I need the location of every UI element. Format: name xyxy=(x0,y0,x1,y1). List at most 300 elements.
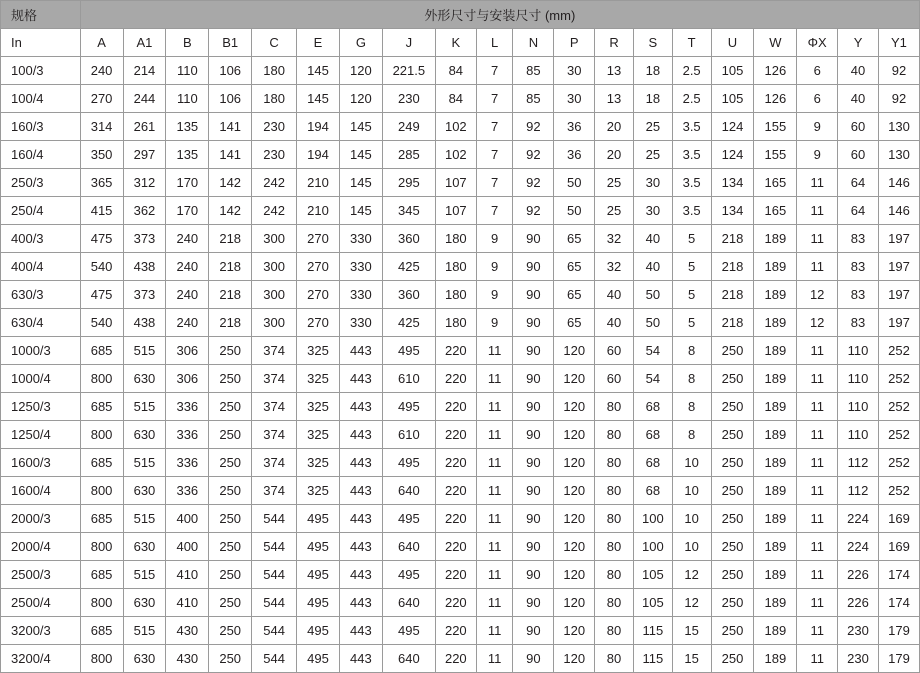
table-cell: 250 xyxy=(711,393,754,421)
table-cell: 240 xyxy=(80,57,123,85)
column-header-b1: B1 xyxy=(209,29,252,57)
table-cell: 180 xyxy=(252,57,297,85)
table-cell: 169 xyxy=(878,505,919,533)
table-cell: 189 xyxy=(754,477,797,505)
table-cell: 330 xyxy=(339,281,382,309)
table-cell: 145 xyxy=(339,141,382,169)
table-cell: 800 xyxy=(80,589,123,617)
table-cell: 230 xyxy=(838,645,879,673)
column-header-w: W xyxy=(754,29,797,57)
table-cell: 270 xyxy=(297,281,340,309)
table-row xyxy=(1,505,920,533)
table-cell: 145 xyxy=(339,169,382,197)
table-cell: 5 xyxy=(672,225,711,253)
table-cell: 83 xyxy=(838,281,879,309)
column-header-l: L xyxy=(476,29,513,57)
table-cell: 270 xyxy=(297,225,340,253)
table-cell: 630 xyxy=(123,645,166,673)
table-cell: 68 xyxy=(633,421,672,449)
table-cell: 80 xyxy=(595,421,634,449)
table-cell: 11 xyxy=(797,589,838,617)
table-cell: 495 xyxy=(382,337,435,365)
table-cell: 443 xyxy=(339,393,382,421)
table-cell: 230 xyxy=(252,141,297,169)
table-cell: 32 xyxy=(595,253,634,281)
table-row xyxy=(1,645,920,673)
table-cell: 242 xyxy=(252,197,297,225)
table-cell: 130 xyxy=(878,113,919,141)
table-cell: 252 xyxy=(878,337,919,365)
table-cell: 110 xyxy=(166,57,209,85)
table-cell: 336 xyxy=(166,393,209,421)
table-cell: 174 xyxy=(878,561,919,589)
column-header-a1: A1 xyxy=(123,29,166,57)
table-cell: 12 xyxy=(672,561,711,589)
table-row xyxy=(1,141,920,169)
table-cell: 495 xyxy=(382,505,435,533)
table-cell: 11 xyxy=(476,617,513,645)
table-cell: 197 xyxy=(878,309,919,337)
table-cell: 120 xyxy=(339,85,382,113)
table-cell: 224 xyxy=(838,505,879,533)
table-cell: 5 xyxy=(672,309,711,337)
column-header-g: G xyxy=(339,29,382,57)
table-cell: 250 xyxy=(209,421,252,449)
table-cell: 544 xyxy=(252,505,297,533)
table-cell: 50 xyxy=(554,169,595,197)
table-cell: 230 xyxy=(838,617,879,645)
table-cell: 250 xyxy=(711,449,754,477)
table-cell: 102 xyxy=(435,113,476,141)
table-cell: 630 xyxy=(123,365,166,393)
table-cell: 425 xyxy=(382,253,435,281)
table-cell: 495 xyxy=(382,393,435,421)
table-row xyxy=(1,533,920,561)
column-header-e: E xyxy=(297,29,340,57)
table-cell: 325 xyxy=(297,393,340,421)
table-cell: 107 xyxy=(435,197,476,225)
table-cell: 135 xyxy=(166,141,209,169)
table-cell: 218 xyxy=(711,253,754,281)
row-spec-label: 400/4 xyxy=(1,253,81,281)
table-cell: 145 xyxy=(297,57,340,85)
table-cell: 90 xyxy=(513,645,554,673)
table-cell: 189 xyxy=(754,533,797,561)
table-row xyxy=(1,225,920,253)
table-cell: 438 xyxy=(123,309,166,337)
column-header-b: B xyxy=(166,29,209,57)
table-cell: 7 xyxy=(476,169,513,197)
table-cell: 250 xyxy=(711,617,754,645)
header-group-label: 外形尺寸与安装尺寸 (mm) xyxy=(80,1,919,29)
table-cell: 544 xyxy=(252,561,297,589)
table-cell: 40 xyxy=(633,225,672,253)
table-cell: 240 xyxy=(166,309,209,337)
table-cell: 80 xyxy=(595,505,634,533)
table-cell: 250 xyxy=(711,505,754,533)
row-spec-label: 100/4 xyxy=(1,85,81,113)
table-cell: 194 xyxy=(297,141,340,169)
table-cell: 443 xyxy=(339,477,382,505)
table-cell: 142 xyxy=(209,197,252,225)
table-cell: 102 xyxy=(435,141,476,169)
table-cell: 240 xyxy=(166,253,209,281)
column-header-j: J xyxy=(382,29,435,57)
table-row xyxy=(1,57,920,85)
table-cell: 13 xyxy=(595,85,634,113)
table-cell: 218 xyxy=(711,225,754,253)
table-cell: 430 xyxy=(166,617,209,645)
table-cell: 495 xyxy=(382,561,435,589)
table-cell: 495 xyxy=(297,645,340,673)
table-cell: 60 xyxy=(838,113,879,141)
table-row xyxy=(1,253,920,281)
table-cell: 40 xyxy=(595,281,634,309)
table-cell: 325 xyxy=(297,337,340,365)
table-cell: 120 xyxy=(554,617,595,645)
table-cell: 544 xyxy=(252,533,297,561)
table-cell: 11 xyxy=(476,477,513,505)
table-cell: 360 xyxy=(382,281,435,309)
row-spec-label: 3200/4 xyxy=(1,645,81,673)
table-cell: 7 xyxy=(476,197,513,225)
table-cell: 112 xyxy=(838,449,879,477)
table-row xyxy=(1,113,920,141)
table-cell: 189 xyxy=(754,561,797,589)
table-cell: 240 xyxy=(166,225,209,253)
row-spec-label: 1600/4 xyxy=(1,477,81,505)
table-cell: 11 xyxy=(797,505,838,533)
table-row xyxy=(1,589,920,617)
table-cell: 15 xyxy=(672,617,711,645)
table-cell: 365 xyxy=(80,169,123,197)
table-cell: 50 xyxy=(554,197,595,225)
table-cell: 250 xyxy=(209,533,252,561)
row-spec-label: 1250/3 xyxy=(1,393,81,421)
table-cell: 220 xyxy=(435,393,476,421)
table-cell: 90 xyxy=(513,225,554,253)
table-cell: 80 xyxy=(595,617,634,645)
table-cell: 90 xyxy=(513,365,554,393)
table-cell: 68 xyxy=(633,477,672,505)
table-cell: 189 xyxy=(754,309,797,337)
table-cell: 90 xyxy=(513,617,554,645)
table-cell: 800 xyxy=(80,421,123,449)
table-cell: 220 xyxy=(435,365,476,393)
table-cell: 68 xyxy=(633,449,672,477)
table-cell: 330 xyxy=(339,309,382,337)
table-cell: 220 xyxy=(435,449,476,477)
table-cell: 90 xyxy=(513,421,554,449)
table-cell: 685 xyxy=(80,617,123,645)
table-cell: 36 xyxy=(554,113,595,141)
table-cell: 685 xyxy=(80,505,123,533)
table-cell: 189 xyxy=(754,617,797,645)
table-cell: 32 xyxy=(595,225,634,253)
table-cell: 36 xyxy=(554,141,595,169)
table-cell: 515 xyxy=(123,393,166,421)
table-cell: 443 xyxy=(339,365,382,393)
table-cell: 180 xyxy=(435,309,476,337)
table-cell: 134 xyxy=(711,169,754,197)
table-cell: 9 xyxy=(797,113,838,141)
table-cell: 495 xyxy=(382,617,435,645)
row-spec-label: 2500/4 xyxy=(1,589,81,617)
table-cell: 250 xyxy=(711,477,754,505)
column-header-p: P xyxy=(554,29,595,57)
table-cell: 105 xyxy=(633,589,672,617)
table-cell: 20 xyxy=(595,113,634,141)
table-cell: 145 xyxy=(297,85,340,113)
row-spec-label: 2500/3 xyxy=(1,561,81,589)
table-row xyxy=(1,337,920,365)
table-row xyxy=(1,421,920,449)
row-spec-label: 400/3 xyxy=(1,225,81,253)
table-cell: 124 xyxy=(711,141,754,169)
table-cell: 285 xyxy=(382,141,435,169)
table-cell: 250 xyxy=(209,617,252,645)
table-cell: 250 xyxy=(209,505,252,533)
column-header-row xyxy=(1,29,920,57)
table-cell: 230 xyxy=(252,113,297,141)
table-cell: 141 xyxy=(209,141,252,169)
table-cell: 90 xyxy=(513,449,554,477)
table-cell: 312 xyxy=(123,169,166,197)
column-header-in: In xyxy=(1,29,81,57)
column-header-r: R xyxy=(595,29,634,57)
table-cell: 3.5 xyxy=(672,169,711,197)
table-cell: 189 xyxy=(754,365,797,393)
table-cell: 11 xyxy=(797,169,838,197)
table-cell: 306 xyxy=(166,365,209,393)
table-cell: 11 xyxy=(797,645,838,673)
table-cell: 9 xyxy=(476,309,513,337)
table-cell: 12 xyxy=(797,281,838,309)
table-cell: 495 xyxy=(297,561,340,589)
table-cell: 640 xyxy=(382,533,435,561)
table-cell: 80 xyxy=(595,589,634,617)
table-cell: 220 xyxy=(435,561,476,589)
table-cell: 7 xyxy=(476,57,513,85)
table-cell: 40 xyxy=(633,253,672,281)
table-cell: 40 xyxy=(838,85,879,113)
table-cell: 120 xyxy=(554,393,595,421)
table-cell: 6 xyxy=(797,57,838,85)
table-row xyxy=(1,309,920,337)
table-cell: 362 xyxy=(123,197,166,225)
table-cell: 9 xyxy=(476,253,513,281)
table-cell: 65 xyxy=(554,253,595,281)
table-cell: 130 xyxy=(878,141,919,169)
table-cell: 250 xyxy=(209,337,252,365)
row-spec-label: 3200/3 xyxy=(1,617,81,645)
table-cell: 115 xyxy=(633,645,672,673)
table-cell: 425 xyxy=(382,309,435,337)
table-cell: 100 xyxy=(633,505,672,533)
table-cell: 270 xyxy=(80,85,123,113)
table-cell: 345 xyxy=(382,197,435,225)
table-cell: 30 xyxy=(554,57,595,85)
table-cell: 25 xyxy=(595,197,634,225)
table-cell: 80 xyxy=(595,645,634,673)
table-cell: 92 xyxy=(878,57,919,85)
table-cell: 120 xyxy=(554,505,595,533)
table-cell: 630 xyxy=(123,421,166,449)
table-cell: 30 xyxy=(554,85,595,113)
table-cell: 15 xyxy=(672,645,711,673)
table-cell: 374 xyxy=(252,477,297,505)
table-cell: 120 xyxy=(339,57,382,85)
table-cell: 189 xyxy=(754,393,797,421)
table-cell: 100 xyxy=(633,533,672,561)
table-cell: 11 xyxy=(797,253,838,281)
row-spec-label: 160/3 xyxy=(1,113,81,141)
row-spec-label: 630/4 xyxy=(1,309,81,337)
row-spec-label: 100/3 xyxy=(1,57,81,85)
table-cell: 261 xyxy=(123,113,166,141)
table-cell: 495 xyxy=(297,505,340,533)
table-cell: 8 xyxy=(672,421,711,449)
table-cell: 374 xyxy=(252,421,297,449)
table-cell: 218 xyxy=(711,309,754,337)
row-spec-label: 1000/3 xyxy=(1,337,81,365)
table-cell: 515 xyxy=(123,617,166,645)
table-cell: 145 xyxy=(339,197,382,225)
table-cell: 3.5 xyxy=(672,197,711,225)
column-header-k: K xyxy=(435,29,476,57)
table-cell: 115 xyxy=(633,617,672,645)
table-cell: 90 xyxy=(513,589,554,617)
table-cell: 443 xyxy=(339,337,382,365)
table-cell: 544 xyxy=(252,617,297,645)
column-header-y1: Y1 xyxy=(878,29,919,57)
table-cell: 360 xyxy=(382,225,435,253)
table-cell: 336 xyxy=(166,477,209,505)
table-cell: 80 xyxy=(595,561,634,589)
table-cell: 64 xyxy=(838,169,879,197)
table-cell: 90 xyxy=(513,477,554,505)
table-cell: 90 xyxy=(513,533,554,561)
table-cell: 544 xyxy=(252,645,297,673)
table-cell: 443 xyxy=(339,617,382,645)
table-cell: 250 xyxy=(711,533,754,561)
table-cell: 11 xyxy=(476,589,513,617)
table-cell: 218 xyxy=(711,281,754,309)
table-cell: 540 xyxy=(80,309,123,337)
table-cell: 7 xyxy=(476,141,513,169)
table-cell: 220 xyxy=(435,589,476,617)
table-row xyxy=(1,393,920,421)
table-cell: 30 xyxy=(633,169,672,197)
table-cell: 110 xyxy=(838,421,879,449)
table-cell: 242 xyxy=(252,169,297,197)
table-cell: 218 xyxy=(209,253,252,281)
table-cell: 7 xyxy=(476,85,513,113)
table-cell: 11 xyxy=(797,533,838,561)
table-cell: 443 xyxy=(339,561,382,589)
table-cell: 189 xyxy=(754,449,797,477)
table-cell: 60 xyxy=(595,337,634,365)
table-cell: 252 xyxy=(878,393,919,421)
table-header-band xyxy=(1,1,920,29)
row-spec-label: 160/4 xyxy=(1,141,81,169)
table-cell: 300 xyxy=(252,253,297,281)
column-header-y: Y xyxy=(838,29,879,57)
table-cell: 189 xyxy=(754,589,797,617)
table-cell: 250 xyxy=(711,421,754,449)
row-spec-label: 2000/3 xyxy=(1,505,81,533)
table-cell: 165 xyxy=(754,169,797,197)
table-cell: 224 xyxy=(838,533,879,561)
table-cell: 220 xyxy=(435,421,476,449)
table-cell: 110 xyxy=(166,85,209,113)
table-cell: 330 xyxy=(339,253,382,281)
table-cell: 90 xyxy=(513,253,554,281)
row-spec-label: 1600/3 xyxy=(1,449,81,477)
table-cell: 84 xyxy=(435,57,476,85)
table-cell: 65 xyxy=(554,225,595,253)
table-cell: 2.5 xyxy=(672,85,711,113)
table-cell: 189 xyxy=(754,505,797,533)
table-cell: 250 xyxy=(209,589,252,617)
table-cell: 250 xyxy=(209,365,252,393)
table-cell: 8 xyxy=(672,393,711,421)
table-cell: 146 xyxy=(878,169,919,197)
column-header-n: N xyxy=(513,29,554,57)
table-row xyxy=(1,365,920,393)
table-cell: 90 xyxy=(513,393,554,421)
table-cell: 6 xyxy=(797,85,838,113)
table-cell: 685 xyxy=(80,561,123,589)
table-cell: 640 xyxy=(382,477,435,505)
table-cell: 400 xyxy=(166,505,209,533)
table-cell: 252 xyxy=(878,449,919,477)
table-cell: 495 xyxy=(382,449,435,477)
table-cell: 250 xyxy=(209,561,252,589)
table-cell: 252 xyxy=(878,477,919,505)
table-cell: 90 xyxy=(513,337,554,365)
table-cell: 11 xyxy=(797,477,838,505)
table-cell: 126 xyxy=(754,85,797,113)
table-cell: 68 xyxy=(633,393,672,421)
table-cell: 800 xyxy=(80,365,123,393)
table-cell: 250 xyxy=(711,337,754,365)
table-cell: 270 xyxy=(297,309,340,337)
table-cell: 84 xyxy=(435,85,476,113)
table-row xyxy=(1,477,920,505)
table-row xyxy=(1,561,920,589)
column-header-a: A xyxy=(80,29,123,57)
table-cell: 325 xyxy=(297,477,340,505)
table-cell: 12 xyxy=(672,589,711,617)
table-cell: 10 xyxy=(672,477,711,505)
table-cell: 11 xyxy=(476,505,513,533)
table-cell: 443 xyxy=(339,645,382,673)
table-cell: 306 xyxy=(166,337,209,365)
table-cell: 50 xyxy=(633,309,672,337)
table-cell: 11 xyxy=(476,365,513,393)
table-cell: 443 xyxy=(339,449,382,477)
column-header--x: ΦX xyxy=(797,29,838,57)
table-cell: 9 xyxy=(797,141,838,169)
table-cell: 800 xyxy=(80,533,123,561)
table-cell: 92 xyxy=(513,141,554,169)
table-cell: 210 xyxy=(297,169,340,197)
table-cell: 540 xyxy=(80,253,123,281)
table-cell: 350 xyxy=(80,141,123,169)
table-cell: 685 xyxy=(80,449,123,477)
table-cell: 165 xyxy=(754,197,797,225)
